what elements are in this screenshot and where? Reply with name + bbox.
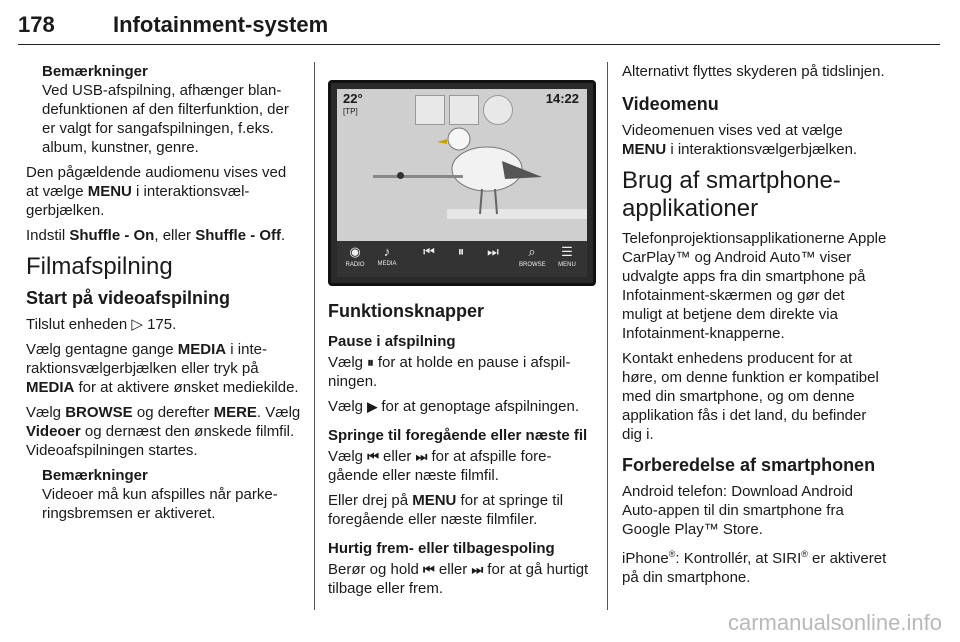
column-divider: [314, 62, 315, 610]
paragraph-heading: Hurtig frem- eller tilbagespoling: [328, 540, 555, 557]
page-ref[interactable]: 175.: [147, 316, 177, 333]
note-text: Videoer må kun afspilles når parkeringsbremsen er aktiveret.: [42, 486, 278, 522]
infotainment-screen-figure: [328, 80, 596, 286]
running-title: Infotainment-system: [113, 12, 329, 37]
paragraph: Vælg ⏸ for at holde en pause i afspilningen.: [328, 354, 571, 390]
subsection-heading: Forberedelse af smartphonen: [622, 455, 876, 475]
skip-back-icon: ⏮: [423, 244, 435, 259]
paragraph: Videomenuen vises ved at vælge MENU i interaktionsvælgerbjælken.: [622, 122, 858, 158]
note-box: [42, 62, 302, 157]
note-box: [42, 466, 302, 523]
search-icon: ⌕: [528, 244, 536, 259]
radio-button[interactable]: ◉ RADIO: [345, 244, 365, 268]
skip-back-icon: ⏮: [423, 562, 435, 577]
skip-back-icon: ⏮: [367, 449, 379, 464]
note-title: Bemærkninger: [42, 63, 148, 80]
column-divider: [607, 62, 608, 610]
paragraph: Vælg ⏮ eller ⏭ for at afspille foregående eller næste filmfil.: [328, 448, 552, 484]
paragraph: Telefonprojektionsapplikationerne Apple CarPlay™ og Android Auto™ viser udvalgte apps fra din smartphone på Infotainment-skærmen og gør det muligt at betjene dem direkte via Infotainment-knapperne.: [622, 230, 887, 342]
radio-icon: ◉: [349, 244, 361, 259]
paragraph: Kontakt enhedens producent for at høre, om denne funktion er kompatibel med din smartphone, og om denne applikation fås i det land, du befinder dig i.: [622, 350, 879, 443]
play-icon: ▶: [367, 399, 378, 414]
page-number: 178: [18, 12, 55, 37]
pause-icon: ⏸: [457, 244, 465, 259]
paragraph-heading: Pause i afspilning: [328, 333, 456, 350]
subsection-heading: Funktionsknapper: [328, 301, 485, 321]
temperature: 22°: [343, 91, 363, 106]
paragraph-heading: Springe til foregående eller næste fil: [328, 427, 588, 444]
control-bar: [337, 241, 587, 277]
media-button[interactable]: ♪ MEDIA: [377, 244, 397, 267]
paragraph: Alternativt flyttes skyderen på tidslinjen.: [622, 63, 885, 80]
previous-button[interactable]: [417, 244, 441, 260]
paragraph: Berør og hold ⏮ eller ⏭ for at gå hurtigt tilbage eller frem.: [328, 561, 589, 597]
paragraph: iPhone®: Kontrollér, at SIRI® er aktiveret på din smartphone.: [622, 549, 887, 586]
page-header: [18, 6, 940, 45]
note-title: Bemærkninger: [42, 467, 148, 484]
column-left: [26, 62, 302, 529]
paragraph: Den pågældende audiomenu vises ved at vælge MENU i interaktionsvælgerbjælken.: [26, 164, 287, 219]
menu-icon: ☰: [561, 244, 573, 259]
watermark: carmanualsonline.info: [727, 610, 942, 635]
skip-forward-icon: ⏭: [471, 562, 484, 577]
paragraph: Indstil Shuffle - On, eller Shuffle - Off.: [26, 227, 286, 244]
subsection-heading: Videomenu: [622, 94, 719, 114]
paragraph: Android telefon: Download Android Auto-appen til din smartphone fra Google Play™ Store.: [622, 483, 853, 538]
pause-icon: ⏸: [367, 355, 374, 370]
column-middle: [328, 80, 594, 604]
section-heading: Brug af smartphone-applikationer: [622, 167, 841, 222]
browse-button[interactable]: ⌕ BROWSE: [519, 244, 546, 268]
column-right: [622, 62, 888, 593]
page-ref-icon[interactable]: ▷: [131, 316, 143, 333]
section-heading: Filmafspilning: [26, 253, 173, 280]
skip-forward-icon: ⏭: [415, 449, 428, 464]
paragraph: Vælg gentagne gange MEDIA i interaktionsvælgerbjælken eller tryk på MEDIA for at aktivere ønsket mediekilde.: [26, 341, 299, 396]
music-note-icon: ♪: [383, 244, 391, 259]
seek-handle[interactable]: [397, 172, 404, 179]
clock: 14:22: [545, 91, 579, 106]
seagull-video-frame: [337, 89, 587, 239]
tp-indicator: [TP]: [343, 107, 358, 116]
subsection-heading: Start på videoafspilning: [26, 288, 231, 308]
paragraph: Vælg ▶ for at genoptage afspilningen.: [328, 398, 580, 415]
paragraph: Tilslut enheden ▷ 175.: [26, 316, 177, 333]
next-button[interactable]: [481, 244, 505, 260]
pause-button[interactable]: [449, 244, 473, 260]
paragraph: Vælg BROWSE og derefter MERE. Vælg Videoer og dernæst den ønskede filmfil. Videoafspilningen startes.: [26, 404, 301, 459]
skip-forward-icon: ⏭: [487, 244, 499, 259]
seek-bar[interactable]: [373, 175, 463, 178]
paragraph: Eller drej på MENU for at springe til foregående eller næste filmfiler.: [328, 492, 564, 528]
menu-button[interactable]: ☰ MENU: [558, 244, 576, 268]
note-text: Ved USB-afspilning, afhænger blandefunktionen af den filterfunktion, der er valgt for sangafspilningen, f.eks. album, kunstner, genre.: [42, 82, 289, 156]
